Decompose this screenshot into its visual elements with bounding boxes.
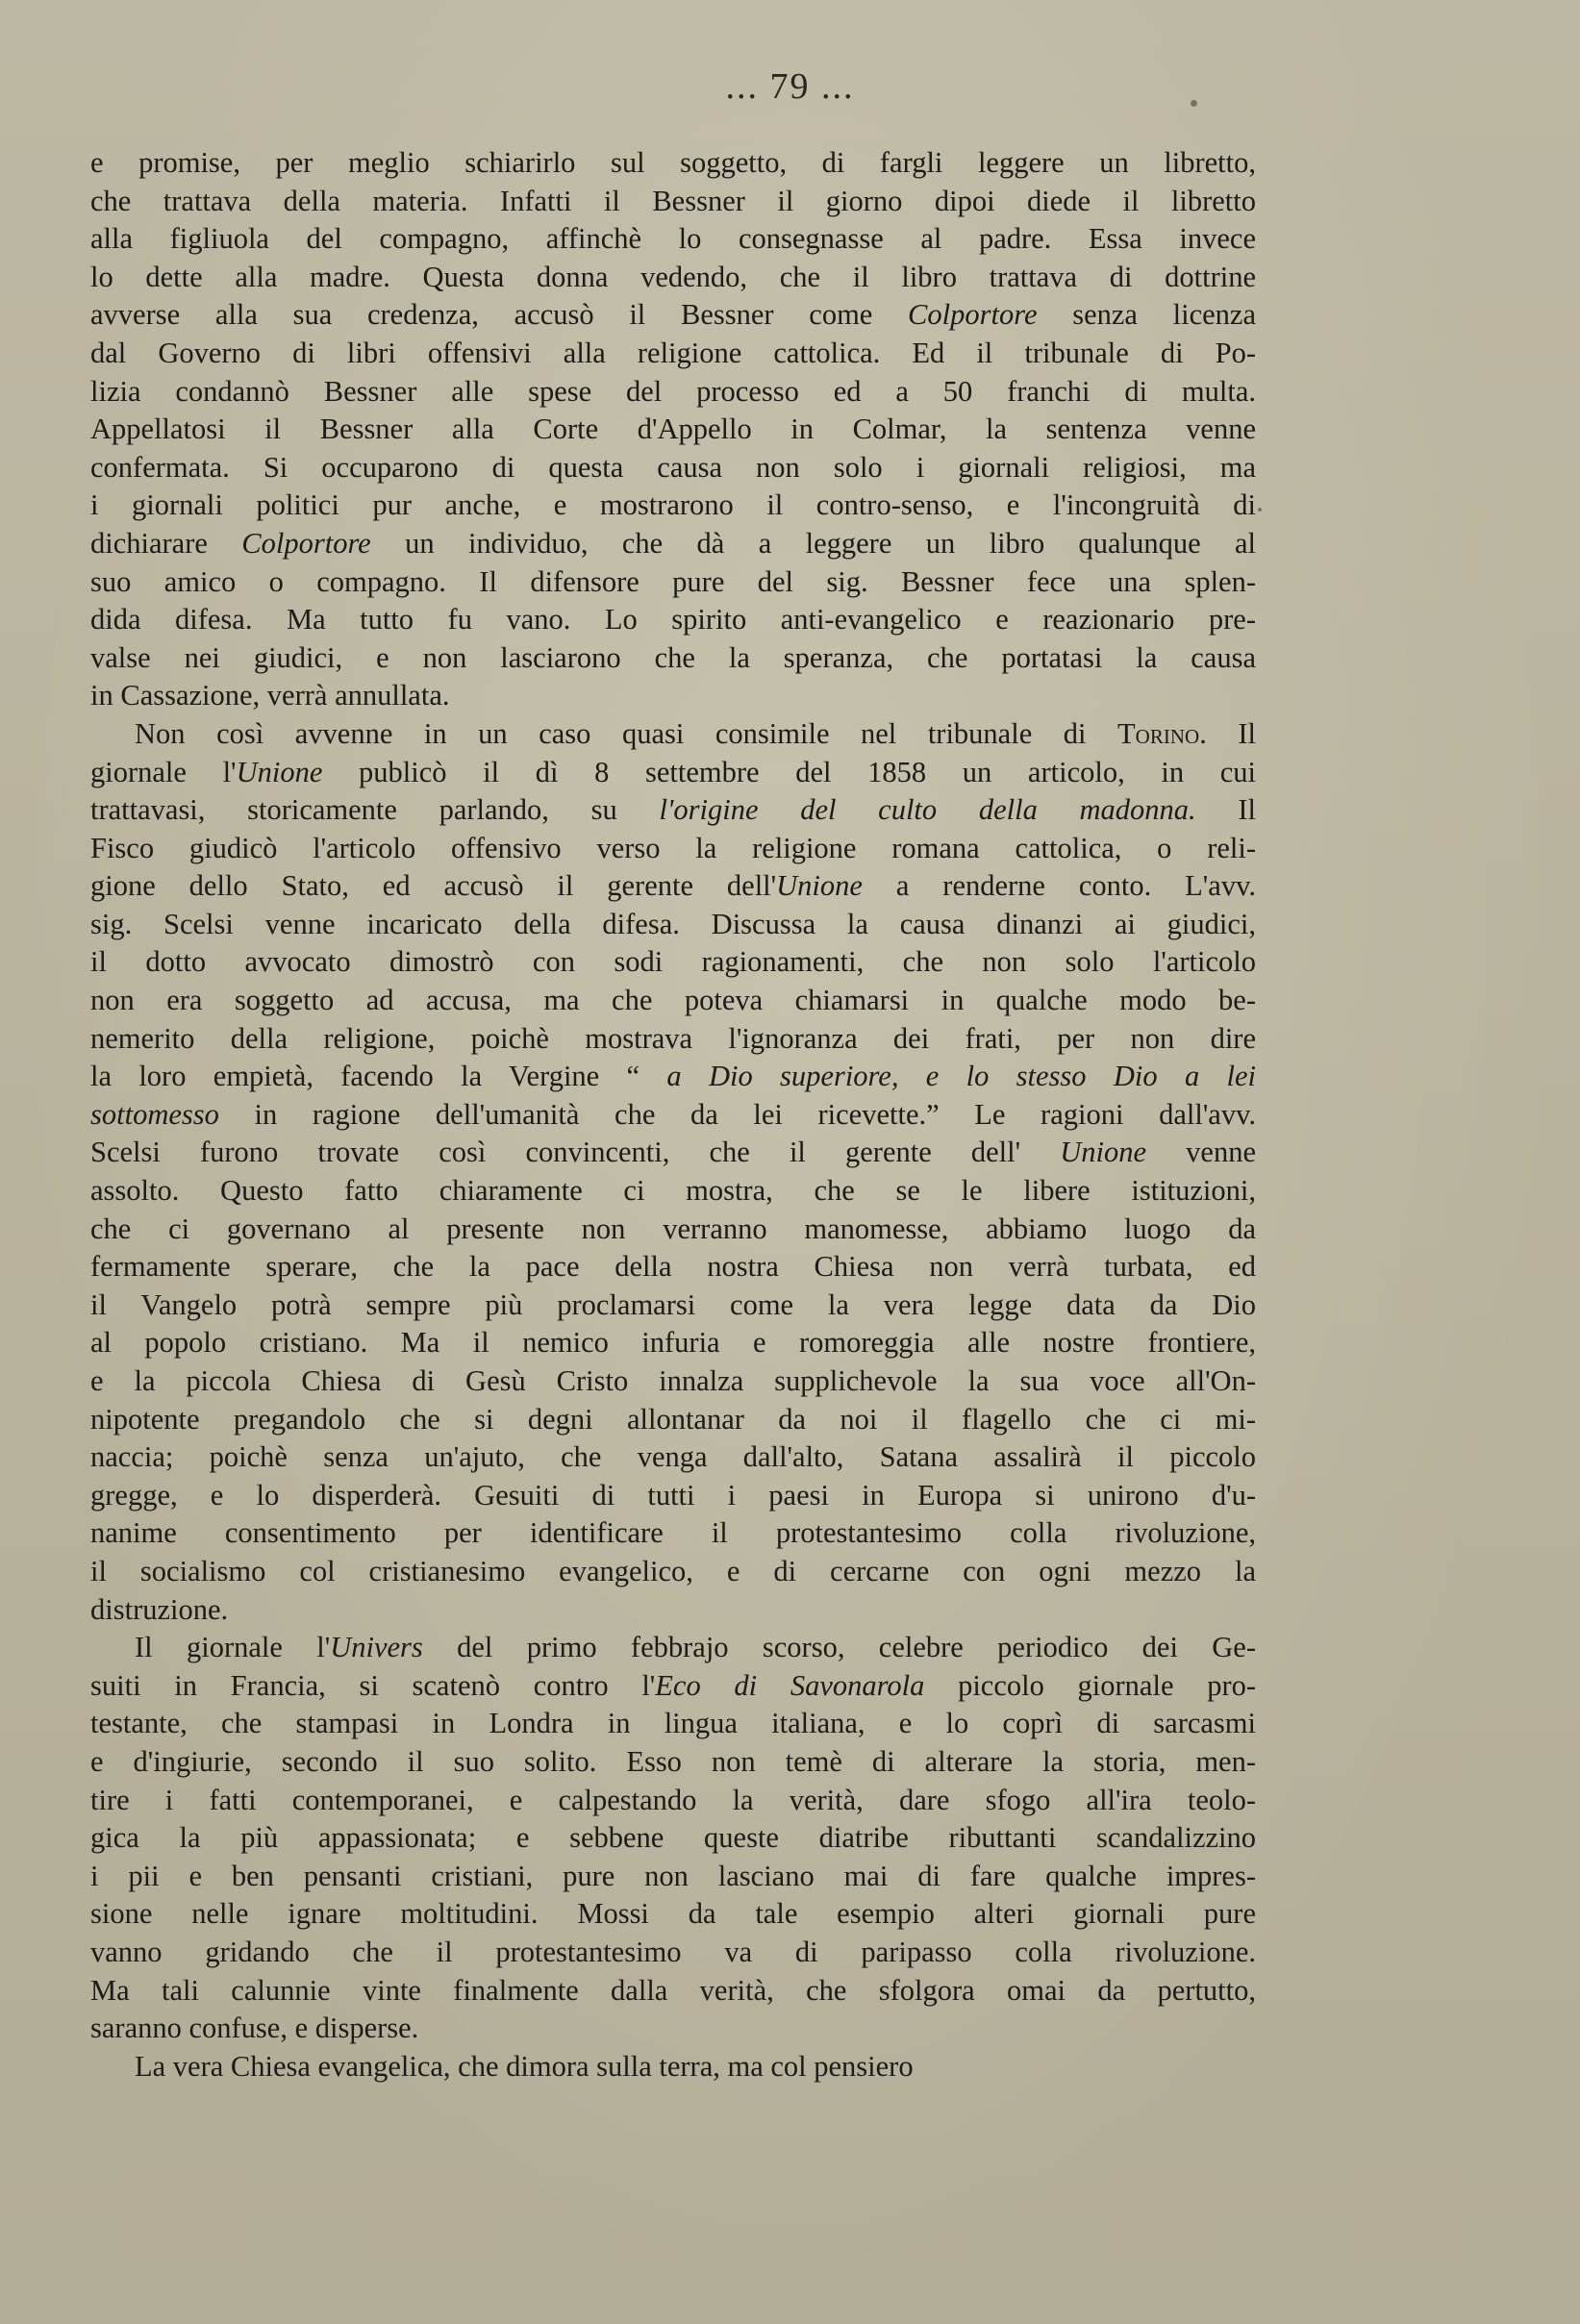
text-segment: gregge, e lo disperderà. Gesuiti di tutti i paesi in Europa si unirono d'u-: [90, 1478, 1256, 1512]
text-segment: al popolo cristiano. Ma il nemico infuria e romoreggia alle nostre frontiere,: [90, 1326, 1256, 1360]
ink-speck: [1258, 508, 1262, 512]
text-segment: . Il: [1199, 716, 1256, 750]
page-number-header: ... 79 ...: [725, 66, 855, 107]
text-segment: naccia; poichè senza un'ajuto, che venga dall'alto, Satana assalirà il piccolo: [90, 1440, 1256, 1474]
ink-speck: [1191, 100, 1197, 107]
text-segment: suiti in Francia, si scatenò contro l': [90, 1668, 656, 1702]
text-segment: non era soggetto ad accusa, ma che poteva chiamarsi in qualche modo be-: [90, 984, 1256, 1017]
text-line: [90, 715, 1256, 754]
text-segment: e la piccola Chiesa di Gesù Cristo innalza supplichevole la sua voce all'On-: [90, 1364, 1256, 1397]
text-line: [90, 754, 1256, 792]
text-line: [90, 563, 1256, 602]
text-line: [90, 1020, 1256, 1059]
text-line: [90, 2048, 1256, 2087]
text-line: [90, 1553, 1256, 1591]
text-line: [90, 1058, 1256, 1096]
text-segment: gione dello Stato, ed accusò il gerente dell': [90, 869, 777, 903]
text-line: [90, 1477, 1256, 1515]
text-line: [90, 1096, 1256, 1135]
text-segment: del primo febbrajo scorso, celebre periodico dei Ge-: [422, 1631, 1256, 1664]
text-segment: nanime consentimento per identificare il protestantesimo colla rivoluzione,: [90, 1516, 1256, 1550]
italic-text: Unione: [1060, 1136, 1147, 1169]
text-line: [90, 1172, 1256, 1211]
text-line: [90, 144, 1256, 183]
text-segment: il socialismo col cristianesimo evangelico, e di cercarne con ogni mezzo la: [90, 1554, 1256, 1587]
text-line: [90, 1438, 1256, 1477]
text-segment: Appellatosi il Bessner alla Corte d'Appello in Colmar, la sentenza venne: [90, 412, 1256, 446]
text-segment: in ragione dell'umanità che da lei ricevette.” Le ragioni dall'avv.: [218, 1097, 1256, 1131]
italic-text: Colportore: [241, 526, 371, 560]
text-segment: valse nei giudici, e non lasciarono che la speranza, che portatasi la causa: [90, 640, 1256, 674]
text-segment: il dotto avvocato dimostrò con sodi ragionamenti, che non solo l'articolo: [90, 945, 1256, 979]
text-segment: che trattava della materia. Infatti il Bessner il giorno dipoi diede il libretto: [90, 184, 1256, 217]
text-line: [90, 791, 1256, 830]
text-segment: e d'ingiurie, secondo il suo solito. Esso non temè di alterare la storia, men-: [90, 1744, 1256, 1778]
text-line: [90, 373, 1256, 412]
text-line: [90, 639, 1256, 678]
text-segment: Il giornale l': [135, 1631, 331, 1664]
text-segment: sione nelle ignare moltitudini. Mossi da tale esempio alteri giornali pure: [90, 1897, 1256, 1931]
text-segment: giornale l': [90, 755, 237, 788]
text-line: [90, 2010, 1256, 2048]
text-line: [90, 1362, 1256, 1401]
italic-text: a Dio superiore, e lo stesso Dio a lei: [666, 1060, 1256, 1093]
text-segment: suo amico o compagno. Il difensore pure del sig. Bessner fece una splen-: [90, 564, 1256, 598]
text-line: [90, 943, 1256, 982]
text-line: [90, 830, 1256, 868]
text-segment: un individuo, che dà a leggere un libro qualunque al: [370, 526, 1256, 560]
text-line: [90, 1591, 1256, 1630]
text-line: [90, 1895, 1256, 1934]
text-segment: avverse alla sua credenza, accusò il Bessner come: [90, 298, 909, 332]
text-segment: confermata. Si occuparono di questa causa non solo i giornali religiosi, ma: [90, 450, 1256, 484]
italic-text: Unione: [776, 869, 863, 903]
text-line: [90, 1629, 1256, 1667]
text-segment: dal Governo di libri offensivi alla religione cattolica. Ed il tribunale di Po-: [90, 336, 1256, 369]
text-line: [90, 296, 1256, 335]
text-segment: nemerito della religione, poichè mostrava l'ignoranza dei frati, per non dire: [90, 1021, 1256, 1055]
italic-text: l'origine del culto della madonna.: [659, 793, 1196, 827]
text-segment: nipotente pregandolo che si degni allontanar da noi il flagello che ci mi-: [90, 1402, 1256, 1436]
text-line: [90, 1705, 1256, 1743]
text-segment: publicò il dì 8 settembre del 1858 un articolo, in cui: [322, 755, 1256, 788]
text-segment: lo dette alla madre. Questa donna vedendo, che il libro trattava di dottrine: [90, 260, 1256, 293]
text-segment: distruzione.: [90, 1592, 229, 1626]
text-line: [90, 183, 1256, 221]
text-segment: fermamente sperare, che la pace della nostra Chiesa non verrà turbata, ed: [90, 1250, 1256, 1284]
text-segment: tire i fatti contemporanei, e calpestando la verità, dare sfogo all'ira teolo-: [90, 1783, 1256, 1816]
text-line: [90, 487, 1256, 525]
text-line: [90, 867, 1256, 906]
text-line: [90, 1134, 1256, 1172]
text-line: [90, 220, 1256, 259]
text-segment: senza licenza: [1037, 298, 1256, 332]
text-segment: e promise, per meglio schiarirlo sul soggetto, di fargli leggere un libretto,: [90, 146, 1256, 179]
text-segment: trattavasi, storicamente parlando, su: [90, 793, 660, 827]
text-line: [90, 411, 1256, 449]
text-line: [90, 601, 1256, 639]
text-segment: assolto. Questo fatto chiaramente ci mostra, che se le libere istituzioni,: [90, 1174, 1256, 1208]
text-segment: il Vangelo potrà sempre più proclamarsi come la vera legge data da Dio: [90, 1287, 1256, 1321]
text-line: [90, 1211, 1256, 1249]
text-line: [90, 1514, 1256, 1553]
text-line: [90, 1819, 1256, 1858]
text-line: [90, 259, 1256, 297]
text-segment: Ma tali calunnie vinte finalmente dalla verità, che sfolgora omai da pertutto,: [90, 1973, 1256, 2007]
text-line: [90, 906, 1256, 944]
text-line: [90, 335, 1256, 373]
text-segment: che ci governano al presente non verranno manomesse, abbiamo luogo da: [90, 1212, 1256, 1245]
text-line: [90, 1972, 1256, 2011]
text-line: [90, 449, 1256, 487]
body-text: [90, 144, 1256, 2086]
text-segment: alla figliuola del compagno, affinchè lo consegnasse al padre. Essa invece: [90, 222, 1256, 256]
italic-text: sottomesso: [90, 1097, 219, 1131]
italic-text: Colportore: [908, 298, 1038, 332]
text-line: [90, 1667, 1256, 1706]
text-segment: piccolo giornale pro-: [924, 1668, 1257, 1702]
text-line: [90, 1324, 1256, 1362]
italic-text: Univers: [330, 1631, 423, 1664]
text-segment: dichiarare: [90, 526, 242, 560]
text-segment: Scelsi furono trovate così convincenti, che il gerente dell': [90, 1136, 1061, 1169]
text-segment: Il: [1195, 793, 1256, 827]
small-caps-text: Torino: [1117, 716, 1200, 750]
text-segment: saranno confuse, e disperse.: [90, 2012, 419, 2045]
text-segment: Non così avvenne in un caso quasi consimile nel tribunale di: [135, 716, 1118, 750]
text-segment: Fisco giudicò l'articolo offensivo verso la religione romana cattolica, o reli-: [90, 831, 1256, 864]
text-segment: gica la più appassionata; e sebbene queste diatribe ributtanti scandalizzino: [90, 1821, 1256, 1855]
text-segment: lizia condannò Bessner alle spese del processo ed a 50 franchi di multa.: [90, 374, 1256, 408]
italic-text: Eco di Savonarola: [655, 1668, 925, 1702]
text-line: [90, 525, 1256, 563]
text-line: [90, 1287, 1256, 1325]
text-line: [90, 677, 1256, 715]
text-line: [90, 1934, 1256, 1972]
text-segment: dida difesa. Ma tutto fu vano. Lo spirito anti-evangelico e reazionario pre-: [90, 603, 1256, 637]
text-segment: i giornali politici pur anche, e mostrarono il contro-senso, e l'incongruità di: [90, 488, 1256, 522]
italic-text: Unione: [236, 755, 323, 788]
text-line: [90, 1858, 1256, 1896]
text-segment: a renderne conto. L'avv.: [862, 869, 1256, 903]
text-segment: vanno gridando che il protestantesimo va di paripasso colla rivoluzione.: [90, 1935, 1256, 1968]
text-line: [90, 1743, 1256, 1782]
text-line: [90, 982, 1256, 1020]
text-segment: in Cassazione, verrà annullata.: [90, 679, 450, 712]
text-line: [90, 1248, 1256, 1287]
text-segment: i pii e ben pensanti cristiani, pure non lasciano mai di fare qualche impres-: [90, 1859, 1256, 1892]
text-segment: la loro empietà, facendo la Vergine “: [90, 1060, 667, 1093]
text-line: [90, 1401, 1256, 1439]
text-segment: venne: [1146, 1136, 1256, 1169]
text-segment: sig. Scelsi venne incaricato della difesa. Discussa la causa dinanzi ai giudici,: [90, 907, 1256, 940]
text-segment: La vera Chiesa evangelica, che dimora sulla terra, ma col pensiero: [135, 2049, 914, 2083]
text-segment: testante, che stampasi in Londra in lingua italiana, e lo coprì di sarcasmi: [90, 1707, 1256, 1740]
text-line: [90, 1782, 1256, 1820]
